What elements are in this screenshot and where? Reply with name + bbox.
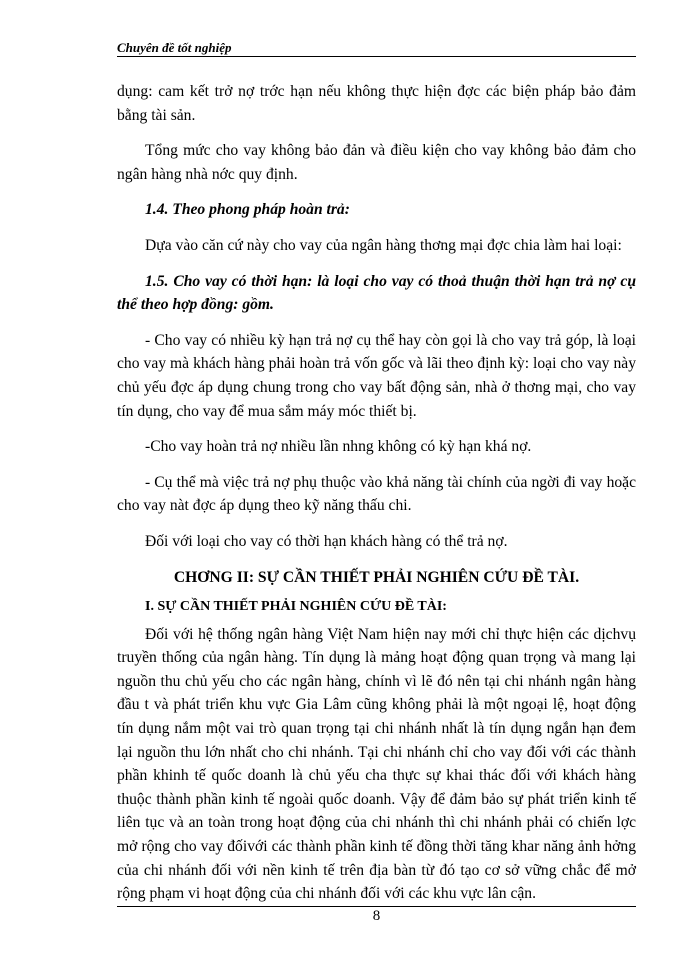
paragraph: Tổng mức cho vay không bảo đản và điều kiện cho vay không bảo đảm cho ngân hàng nhà nớc quy định. [117, 142, 636, 183]
page-number: 8 [372, 908, 381, 924]
chapter-heading: CHƠNG II: SỰ CẦN THIẾT PHẢI NGHIÊN CỨU ĐỀ TÀI. [173, 568, 580, 586]
paragraph: Đối với loại cho vay có thời hạn khách hàng có thể trả nợ. [145, 532, 508, 550]
footer-divider [117, 906, 636, 907]
paragraph: -Cho vay hoàn trả nợ nhiều lần nhng không có kỳ hạn khá nợ. [145, 438, 532, 456]
paragraph: Đối với hệ thống ngân hàng Việt Nam hiện nay mới chỉ thực hiện các dịchvụ truyền thống của ngân hàng. Tín dụng là mảng hoạt động quan trọng và mang lại nguồn thu chủ yếu cho các ngân hàng, chính vì lẽ đó nên tại chi nhánh ngân hàng đầu t và phát triển khu vực Gia Lâm cũng không phải là một ngoại lệ, hoạt động tín dụng nắm một vai trò quan trọng tại chi nhánh nhất là tín dụng ngắn hạn đem lại nguồn thu lớn nhất cho chi nhánh. Tại chi nhánh chỉ cho vay đối với các thành phần khinh tế quốc doanh là chủ yếu cha thực sự khai thác đối với khách hàng thuộc thành phần kinh tế ngoài quốc doanh. Vậy để đảm bảo sự phát triển kinh tế liên tục và an toàn trong hoạt động của chi nhánh thì chi nhánh phải có chiến lợc mở rộng cho vay đốivới các thành phần kinh tế đồng thời tăng khar năng ảnh hởng của chi nhánh đối với nền kinh tế trên địa bàn từ đó tạo cơ sở vững chắc để mở rộng phạm vi hoạt động của chi nhánh đối với các khu vực lân cận. [117, 625, 636, 903]
section-heading: I. SỰ CẦN THIẾT PHẢI NGHIÊN CỨU ĐỀ TÀI: [145, 599, 447, 615]
heading-1-4: 1.4. Theo phong pháp hoàn trả: [145, 201, 350, 219]
paragraph: - Cụ thể mà việc trả nợ phụ thuộc vào khả năng tài chính của ngời đi vay hoặc cho vay nàt đợc áp dụng theo kỹ năng thấu chi. [117, 473, 636, 515]
paragraph: dụng: cam kết trở nợ trớc hạn nếu không thực hiện đợc các biện pháp bảo đảm bằng tài sản. [117, 83, 636, 124]
heading-1-5: 1.5. Cho vay có thời hạn: là loại cho vay có thoả thuận thời hạn trả nợ cụ thể theo hợp đồng: gồm. [117, 272, 636, 314]
page-header [117, 40, 636, 57]
header-title: Chuyên đề tốt nghiệp [117, 40, 232, 55]
document-body [117, 80, 636, 918]
paragraph: Dựa vào căn cứ này cho vay của ngân hàng thơng mại đợc chia làm hai loại: [145, 236, 622, 254]
paragraph: - Cho vay có nhiều kỳ hạn trả nợ cụ thể hay còn gọi là cho vay trả góp, là loại cho vay mà khách hàng phải hoàn trả vốn gốc và lãi theo định kỳ: loại cho vay này chủ yếu đợc áp dụng chung trong cho vay bất động sản, nhà ở thơng mại, cho vay tín dụng, cho vay để mua sắm máy móc thiết bị. [117, 331, 636, 420]
